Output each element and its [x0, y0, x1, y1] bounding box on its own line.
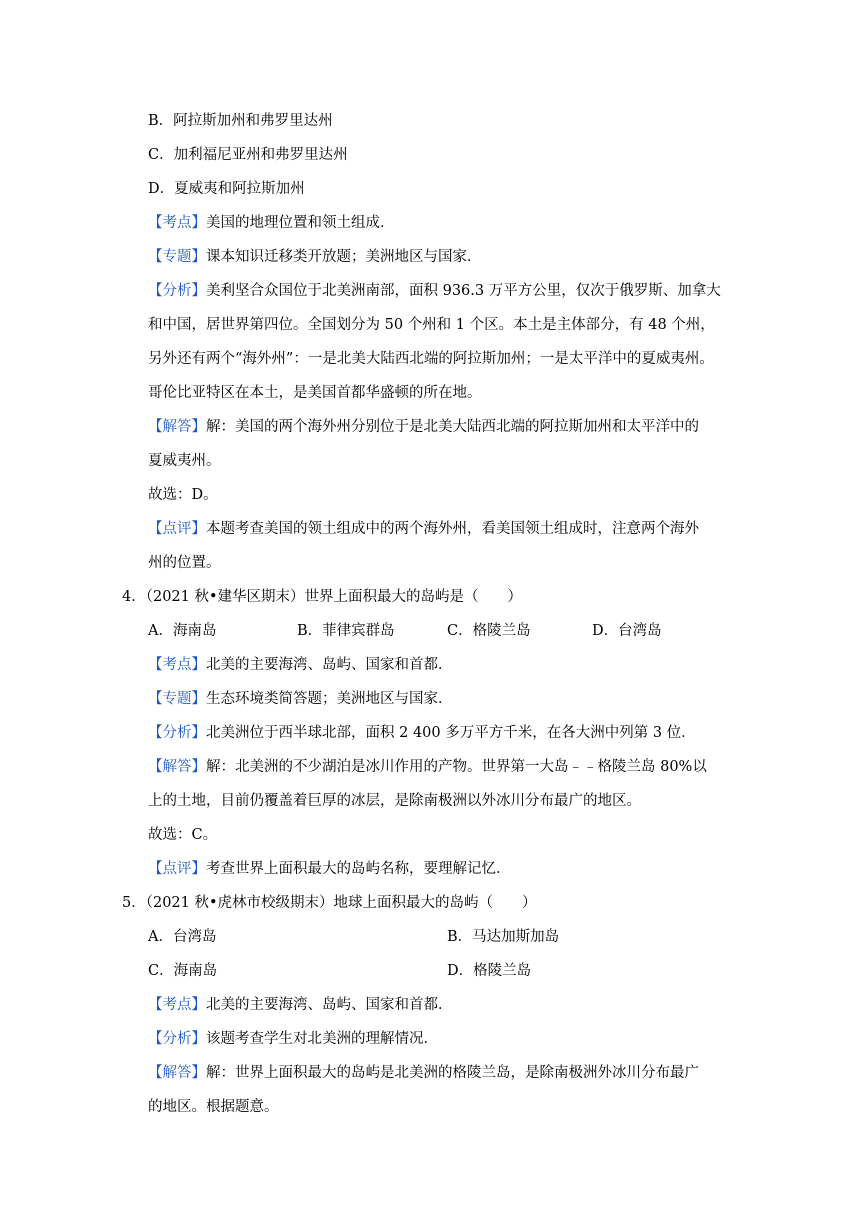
q4-kaodian	[148, 655, 738, 675]
q5-fenxi	[148, 1029, 738, 1049]
q3-fenxi	[148, 281, 738, 301]
q3-option-b: B．阿拉斯加州和弗罗里达州	[148, 113, 333, 129]
kaodian-tag: 【考点】	[148, 657, 206, 673]
fenxi-text: 美利坚合众国位于北美洲南部，面积 936.3 万平方公里，仅次于俄罗斯、加拿大	[206, 283, 721, 299]
q5-stem: 5．（2021 秋•虎林市校级期末）地球上面积最大的岛屿（ ）	[122, 895, 537, 911]
q5-option-c: C．海南岛	[148, 963, 218, 979]
jieda-text: 解：北美洲的不少湖泊是冰川作用的产物。世界第一大岛﹣﹣格陵兰岛 80%以	[206, 759, 707, 775]
q3-jieda	[148, 417, 738, 437]
q4-option-a: A．海南岛	[148, 623, 217, 639]
fenxi-tag: 【分析】	[148, 725, 206, 741]
q3-answer: 故选：D。	[148, 487, 218, 503]
q5-kaodian	[148, 995, 738, 1015]
kaodian-text: 北美的主要海湾、岛屿、国家和首都．	[206, 657, 453, 673]
q3-fenxi-line-4: 哥伦比亚特区在本土，是美国首都华盛顿的所在地。	[148, 385, 482, 401]
q4-answer: 故选：C。	[148, 827, 218, 843]
dianping-tag: 【点评】	[148, 861, 206, 877]
fenxi-tag: 【分析】	[148, 283, 206, 299]
q3-option-d: D．夏威夷和阿拉斯加州	[148, 181, 305, 197]
zhuanti-tag: 【专题】	[148, 249, 206, 265]
q4-option-c: C．格陵兰岛	[447, 623, 531, 639]
q4-zhuanti	[148, 689, 738, 709]
q4-jieda-line-2: 上的土地，目前仍覆盖着巨厚的冰层，是除南极洲以外冰川分布最广的地区。	[148, 793, 641, 809]
kaodian-text: 美国的地理位置和领土组成．	[206, 215, 395, 231]
fenxi-text: 该题考查学生对北美洲的理解情况．	[206, 1031, 438, 1047]
q4-option-b: B．菲律宾群岛	[297, 623, 395, 639]
q3-fenxi-line-3: 另外还有两个“海外州”：一是北美大陆西北端的阿拉斯加州；一是太平洋中的夏威夷州。	[148, 351, 714, 367]
q3-jieda-line-2: 夏威夷州。	[148, 453, 221, 469]
q5-option-b: B．马达加斯加岛	[447, 929, 560, 945]
q3-kaodian	[148, 213, 738, 233]
q3-option-c: C．加利福尼亚州和弗罗里达州	[148, 147, 348, 163]
kaodian-tag: 【考点】	[148, 215, 206, 231]
q3-zhuanti	[148, 247, 738, 267]
q3-dianping-line-2: 州的位置。	[148, 555, 221, 571]
jieda-text: 解：美国的两个海外州分别位于是北美大陆西北端的阿拉斯加州和太平洋中的	[206, 419, 699, 435]
q5-option-a: A．台湾岛	[148, 929, 217, 945]
q4-jieda	[148, 757, 738, 777]
q5-jieda-line-2: 的地区。根据题意。	[148, 1099, 279, 1115]
kaodian-text: 北美的主要海湾、岛屿、国家和首都．	[206, 997, 453, 1013]
jieda-tag: 【解答】	[148, 419, 206, 435]
zhuanti-tag: 【专题】	[148, 691, 206, 707]
fenxi-tag: 【分析】	[148, 1031, 206, 1047]
q4-option-d: D．台湾岛	[592, 623, 662, 639]
dianping-tag: 【点评】	[148, 521, 206, 537]
jieda-tag: 【解答】	[148, 759, 206, 775]
jieda-tag: 【解答】	[148, 1065, 206, 1081]
q4-stem: 4．（2021 秋•建华区期末）世界上面积最大的岛屿是（ ）	[122, 589, 523, 605]
dianping-text: 考查世界上面积最大的岛屿名称，要理解记忆．	[206, 861, 511, 877]
q5-option-d: D．格陵兰岛	[447, 963, 532, 979]
kaodian-tag: 【考点】	[148, 997, 206, 1013]
q5-jieda	[148, 1063, 738, 1083]
dianping-text: 本题考查美国的领土组成中的两个海外州，看美国领土组成时，注意两个海外	[206, 521, 699, 537]
q4-dianping	[148, 859, 738, 879]
zhuanti-text: 课本知识迁移类开放题；美洲地区与国家．	[206, 249, 482, 265]
q3-fenxi-line-2: 和中国，居世界第四位。全国划分为 50 个州和 1 个区。本土是主体部分，有 48 个州，	[148, 317, 715, 333]
q4-fenxi	[148, 723, 738, 743]
fenxi-text: 北美洲位于西半球北部，面积 2 400 多万平方千米，在各大洲中列第 3 位．	[206, 725, 696, 741]
zhuanti-text: 生态环境类简答题；美洲地区与国家．	[206, 691, 453, 707]
q3-dianping	[148, 519, 738, 539]
jieda-text: 解：世界上面积最大的岛屿是北美洲的格陵兰岛，是除南极洲外冰川分布最广	[206, 1065, 699, 1081]
